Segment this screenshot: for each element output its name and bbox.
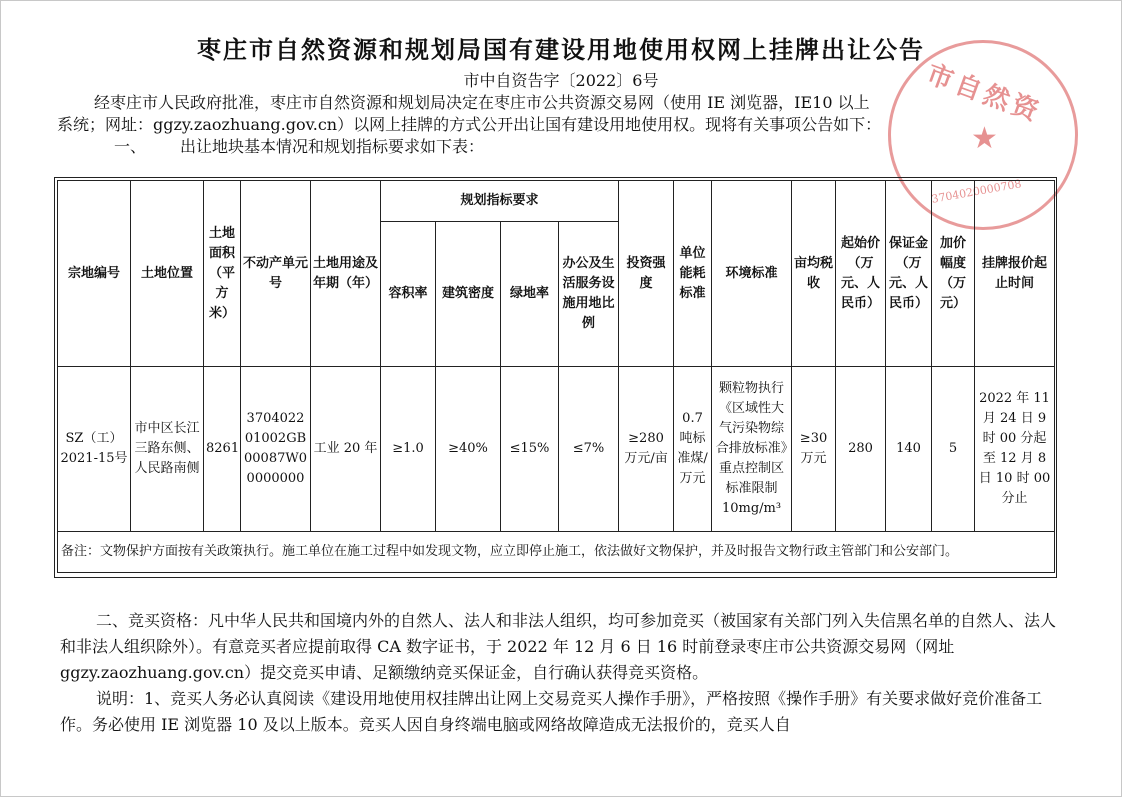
header-energy: 单位能耗标准 (674, 181, 712, 367)
cell-area: 8261 (204, 367, 241, 532)
intro-line-2: 系统；网址：ggzy.zaozhuang.gov.cn）以网上挂牌的方式公开出让国有建设用地使用权。现将有关事项公告如下： (57, 115, 882, 134)
section-1-heading (114, 136, 1074, 158)
table-note: 备注：文物保护方面按有关政策执行。施工单位在施工过程中如发现文物，应立即停止施工，依法做好文物保护，并及时报告文物行政主管部门和公安部门。 (58, 532, 1055, 573)
header-location: 土地位置 (131, 181, 204, 367)
cell-energy: 0.7 吨标准煤/万元 (674, 367, 712, 532)
cell-parcel-no: SZ（工）2021-15号 (58, 367, 131, 532)
intro-line-1: 经枣庄市人民政府批准，枣庄市自然资源和规划局决定在枣庄市公共资源交易网（使用 IE 浏览器，IE10 以上 (94, 93, 870, 112)
note-row (58, 532, 1055, 573)
document-number: 市中自资告字〔2022〕6号 (463, 71, 659, 90)
header-property-no: 不动产单元号 (241, 181, 311, 367)
cell-property-no: 370402201002GB00087W00000000 (241, 367, 311, 532)
page-title: 枣庄市自然资源和规划局国有建设用地使用权网上挂牌出让公告 (197, 35, 925, 64)
header-green-ratio: 绿地率 (501, 222, 559, 367)
cell-location: 市中区长江三路东侧、人民路南侧 (131, 367, 204, 532)
header-office-ratio: 办公及生活服务设施用地比例 (559, 222, 619, 367)
seal-text: 市自然资 (922, 59, 1046, 129)
header-planning-group: 规划指标要求 (381, 181, 619, 222)
header-deposit: 保证金（万元、人民币） (886, 181, 932, 367)
header-increment: 加价幅度（万元） (932, 181, 975, 367)
table-row (58, 367, 1055, 532)
header-environment: 环境标准 (712, 181, 792, 367)
cell-use-term: 工业 20 年 (311, 367, 381, 532)
header-tax: 亩均税收 (792, 181, 836, 367)
cell-plot-ratio: ≥1.0 (381, 367, 436, 532)
cell-building-density: ≥40% (436, 367, 501, 532)
cell-deposit: 140 (886, 367, 932, 532)
header-row-1 (58, 181, 1055, 222)
section-2-note: 说明：1、竞买人务必认真阅读《建设用地使用权挂牌出让网上交易竞买人操作手册》，严格按照《操作手册》有关要求做好竞价准备工作。务必使用 IE 浏览器 10 及以上版本。竞买人因自身终端电脑或网络故障造成无法报价的，竞买人自 (60, 689, 1043, 734)
section-1-number: 一、 (114, 137, 147, 156)
cell-bidding-time: 2022 年 11 月 24 日 9 时 00 分起至 12 月 8 日 10 时 00 分止 (975, 367, 1055, 532)
header-investment: 投资强度 (619, 181, 674, 367)
cell-start-price: 280 (836, 367, 886, 532)
header-building-density: 建筑密度 (436, 222, 501, 367)
seal-star-icon: ★ (971, 121, 998, 156)
section-2 (60, 608, 1070, 738)
cell-investment: ≥280 万元/亩 (619, 367, 674, 532)
land-parcel-table (57, 180, 1055, 573)
header-area: 土地面积（平方米） (204, 181, 241, 367)
cell-increment: 5 (932, 367, 975, 532)
intro-paragraph (57, 92, 1074, 158)
cell-office-ratio: ≤7% (559, 367, 619, 532)
header-bidding-time: 挂牌报价起止时间 (975, 181, 1055, 367)
seal-code: 3704020000708 (930, 177, 1023, 206)
cell-green-ratio: ≤15% (501, 367, 559, 532)
header-plot-ratio: 容积率 (381, 222, 436, 367)
header-parcel-no: 宗地编号 (58, 181, 131, 367)
header-start-price: 起始价（万元、人民币） (836, 181, 886, 367)
section-2-paragraph: 二、竞买资格：凡中华人民共和国境内外的自然人、法人和非法人组织，均可参加竞买（被国家有关部门列入失信黑名单的自然人、法人和非法人组织除外）。有意竞买者应提前取得 CA 数字证书，于 2022 年 12 月 6 日 16 时前登录枣庄市公共资源交易网（网址 ggzy.zaozhuang.gov.cn）提交竞买申请、足额缴纳竞买保证金，自行确认获得竞买资格。 (60, 611, 1057, 682)
header-use-term: 土地用途及年期（年） (311, 181, 381, 367)
section-1-text: 出让地块基本情况和规划指标要求如下表： (180, 137, 485, 156)
cell-tax: ≥30 万元 (792, 367, 836, 532)
cell-environment: 颗粒物执行《区域性大气污染物综合排放标准》重点控制区标准限制 10mg/m³ (712, 367, 792, 532)
